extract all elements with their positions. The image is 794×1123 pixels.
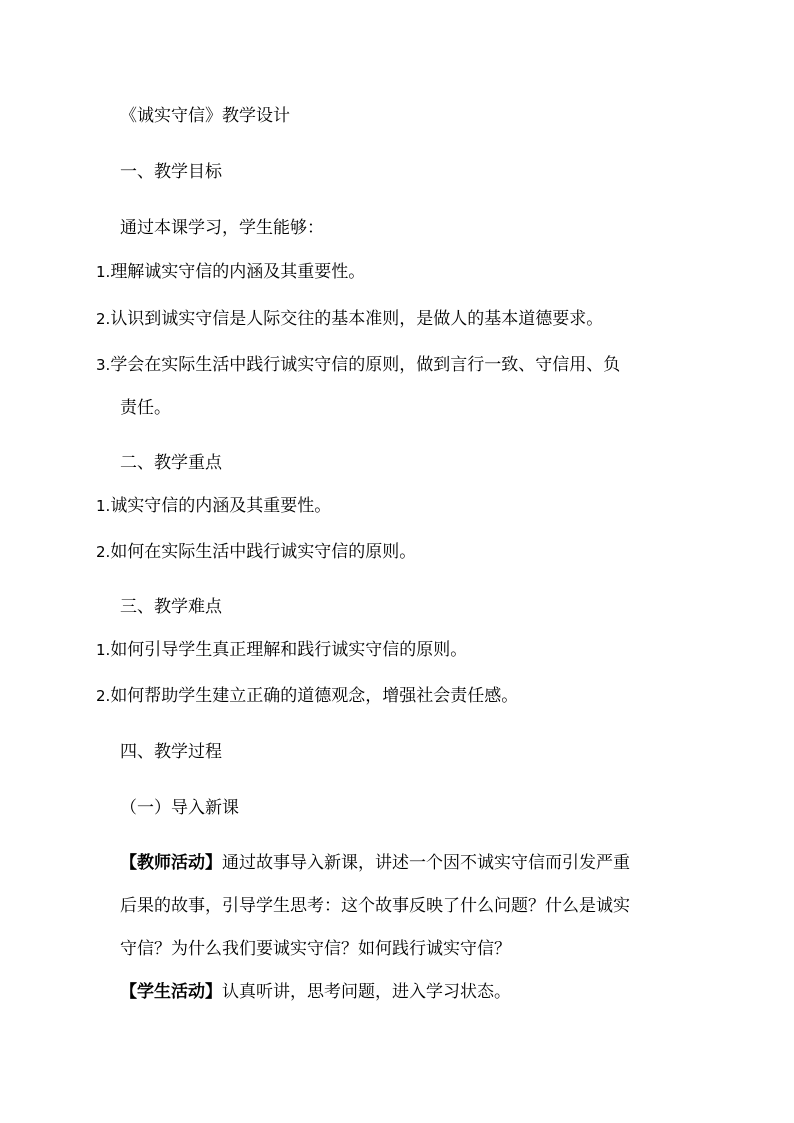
list-text: 如何帮助学生建立正确的道德观念，增强社会责任感。 <box>110 686 519 706</box>
list-number: 1. <box>96 263 111 281</box>
list-number: 2. <box>96 310 111 328</box>
student-activity-label: 【学生活动】 <box>120 982 222 1002</box>
list-text: 如何在实际生活中践行诚实守信的原则。 <box>110 542 417 562</box>
list-item <box>96 494 331 518</box>
list-item <box>96 353 620 377</box>
section-heading-goals: 一、教学目标 <box>120 162 222 182</box>
list-item <box>96 260 365 284</box>
student-activity-text: 认真听讲，思考问题，进入学习状态。 <box>222 982 511 1002</box>
list-text: 如何引导学生真正理解和践行诚实守信的原则。 <box>110 640 468 660</box>
list-number: 1. <box>96 497 111 515</box>
teacher-activity-label: 【教师活动】 <box>120 853 222 873</box>
list-text: 诚实守信的内涵及其重要性。 <box>110 496 332 516</box>
subsection-heading-intro: （一）导入新课 <box>120 798 239 818</box>
list-number: 3. <box>96 356 111 374</box>
document-title: 《诚实守信》教学设计 <box>120 106 290 126</box>
list-number: 2. <box>96 543 111 561</box>
teacher-activity-line <box>120 851 630 875</box>
section-heading-process: 四、教学过程 <box>120 742 222 762</box>
teacher-activity-line: 守信？为什么我们要诚实守信？如何践行诚实守信？ <box>120 939 511 959</box>
list-item <box>96 638 467 662</box>
list-text: 学会在实际生活中践行诚实守信的原则，做到言行一致、守信用、负 <box>110 355 621 375</box>
list-number: 2. <box>96 687 111 705</box>
list-item <box>96 540 416 564</box>
list-item <box>96 307 603 331</box>
list-number: 1. <box>96 641 111 659</box>
list-item-continuation: 责任。 <box>120 398 171 418</box>
list-text: 认识到诚实守信是人际交往的基本准则，是做人的基本道德要求。 <box>110 309 604 329</box>
list-item <box>96 684 518 708</box>
section-heading-key-points: 二、教学重点 <box>120 453 222 473</box>
teacher-activity-text: 通过故事导入新课，讲述一个因不诚实守信而引发严重 <box>222 853 630 873</box>
student-activity-line <box>120 980 511 1004</box>
goals-intro: 通过本课学习，学生能够： <box>120 218 324 238</box>
section-heading-difficulties: 三、教学难点 <box>120 597 222 617</box>
teacher-activity-line: 后果的故事，引导学生思考：这个故事反映了什么问题？什么是诚实 <box>120 896 630 916</box>
list-text: 理解诚实守信的内涵及其重要性。 <box>110 262 366 282</box>
